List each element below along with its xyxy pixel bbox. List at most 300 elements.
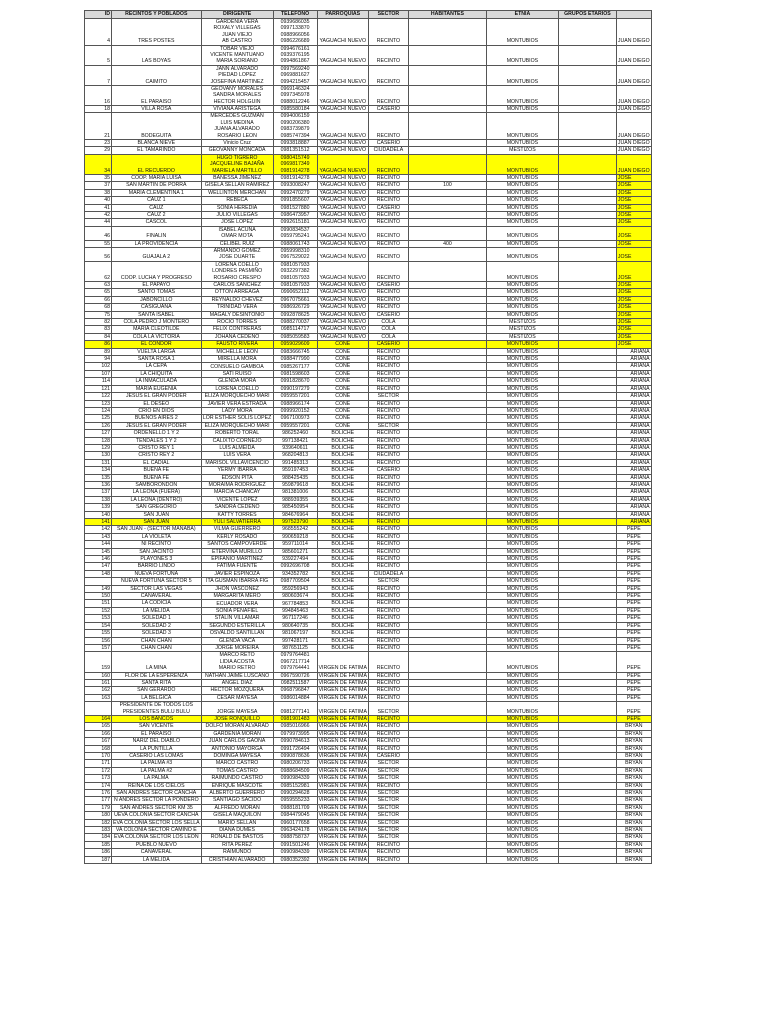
- cell-recinto: BUENOS AIRES 2: [112, 415, 202, 422]
- cell-grupos-etarios: [558, 378, 616, 385]
- table-row: [85, 296, 652, 303]
- cell-telefono: [273, 563, 317, 570]
- cell-parroquia: BOLICHE: [317, 607, 368, 614]
- cell-habitantes: [408, 585, 486, 592]
- cell-sector: RECINTO: [368, 248, 408, 262]
- cell-dirigente: [201, 489, 273, 496]
- cell-dirigente: [201, 140, 273, 147]
- cell-recinto: CAIMITO: [112, 65, 202, 85]
- cell-habitantes: [408, 45, 486, 65]
- cell-telefono: [273, 593, 317, 600]
- cell-parroquia: BOLICHE: [317, 474, 368, 481]
- cell-sector: RECINTO: [368, 444, 408, 451]
- cell-dirigente-line: ROSARIO LEON: [217, 132, 257, 139]
- cell-sector: RECINTO: [368, 644, 408, 651]
- cell-dirigente-line: RAIMUNDO: [222, 849, 252, 856]
- cell-grupos-etarios: [558, 812, 616, 819]
- cell-etnia: MONTUBIOS: [486, 65, 558, 85]
- cell-grupo: BRYAN: [616, 834, 651, 841]
- table-row: [85, 65, 652, 85]
- cell-habitantes: [408, 556, 486, 563]
- cell-recinto: SAN GERARDO: [112, 687, 202, 694]
- cell-grupos-etarios: [558, 113, 616, 140]
- cell-dirigente: [201, 752, 273, 759]
- cell-dirigente: [201, 212, 273, 219]
- cell-dirigente: [201, 556, 273, 563]
- cell-sector: RECINTO: [368, 348, 408, 355]
- cell-recinto: LA MELIDA: [112, 856, 202, 863]
- cell-habitantes: [408, 467, 486, 474]
- cell-sector: RECINTO: [368, 261, 408, 281]
- cell-telefono-line: 0999920152: [280, 407, 310, 414]
- cell-id: 63: [85, 282, 112, 289]
- cell-dirigente-line: MIRELLA MORA: [217, 356, 257, 363]
- cell-telefono-line: 0969817349: [280, 161, 310, 168]
- cell-etnia: MONTUBIOS: [486, 204, 558, 211]
- cell-sector: RECINTO: [368, 197, 408, 204]
- cell-etnia: MONTUBIOS: [486, 370, 558, 377]
- table-row: [85, 849, 652, 856]
- cell-grupo: JUAN DIEGO: [617, 140, 650, 147]
- table-row: [85, 481, 652, 488]
- cell-parroquia: YAGUACHI NUEVO: [317, 45, 368, 65]
- cell-grupo: BRYAN: [616, 841, 651, 848]
- cell-etnia: MONTUBIOS: [486, 849, 558, 856]
- cell-sector: CIUDADELA: [368, 147, 408, 154]
- cell-parroquia: YAGUACHI NUEVO: [317, 304, 368, 311]
- cell-parroquia: YAGUACHI NUEVO: [317, 311, 368, 318]
- cell-telefono: [273, 481, 317, 488]
- cell-sector: RECINTO: [368, 489, 408, 496]
- cell-telefono-line: 0969146324: [280, 85, 310, 92]
- cell-grupo: PEPE: [616, 679, 651, 686]
- cell-grupos-etarios: [558, 782, 616, 789]
- cell-sector: RECINTO: [368, 637, 408, 644]
- cell-etnia: MONTUBIOS: [486, 422, 558, 429]
- cell-sector: CASERIO: [368, 311, 408, 318]
- cell-habitantes: [408, 775, 486, 782]
- cell-etnia: MONTUBIOS: [486, 752, 558, 759]
- cell-dirigente-line: EDSON PITA: [221, 474, 253, 481]
- cell-grupos-etarios: [558, 797, 616, 804]
- cell-parroquia: YAGUACHI NUEVO: [317, 182, 368, 189]
- cell-habitantes: [408, 723, 486, 730]
- cell-telefono: [273, 204, 317, 211]
- header-telefono: TELEFONO: [273, 11, 317, 19]
- cell-telefono: [273, 541, 317, 548]
- cell-etnia: MONTUBIOS: [486, 760, 558, 767]
- cell-grupo: PEPE: [616, 600, 651, 607]
- cell-etnia: MONTUBIOS: [486, 437, 558, 444]
- cell-dirigente-line: EPIFANIO MARTINEZ: [211, 556, 263, 563]
- cell-etnia: MONTUBIOS: [486, 812, 558, 819]
- data-table: [84, 10, 652, 864]
- cell-habitantes: [408, 319, 486, 326]
- cell-etnia: MONTUBIOS: [486, 615, 558, 622]
- cell-grupos-etarios: [558, 311, 616, 318]
- cell-recinto: PLAYONES 3: [112, 556, 202, 563]
- cell-grupo: JUAN DIEGO: [616, 19, 651, 46]
- cell-parroquia: BOLICHE: [317, 437, 368, 444]
- cell-parroquia: CONE: [317, 378, 368, 385]
- cell-telefono: [273, 106, 317, 113]
- cell-telefono-line: 0985747394: [280, 132, 310, 139]
- cell-telefono-line: 994845463: [282, 607, 309, 614]
- cell-id: 56: [85, 248, 112, 262]
- cell-parroquia: YAGUACHI NUEVO: [317, 189, 368, 196]
- table-row: [85, 282, 652, 289]
- cell-dirigente: [201, 219, 273, 226]
- cell-telefono-line: 0967075661: [280, 296, 310, 303]
- cell-grupo: ARIANA: [616, 356, 651, 363]
- cell-recinto: PUEBLO NUEVO: [112, 841, 202, 848]
- cell-sector: RECINTO: [368, 113, 408, 140]
- cell-telefono: [273, 437, 317, 444]
- cell-recinto: SAN VICENTE: [112, 723, 202, 730]
- cell-telefono: [273, 570, 317, 577]
- cell-dirigente: [201, 775, 273, 782]
- cell-recinto: CAUZ: [112, 204, 202, 211]
- cell-dirigente-line: KATTY TORRES: [217, 511, 257, 518]
- cell-telefono-line: 0988012246: [280, 98, 310, 105]
- cell-dirigente-line: FELIX CONTRERAS: [212, 326, 262, 333]
- cell-etnia: MONTUBIOS: [486, 775, 558, 782]
- cell-id: 140: [85, 511, 112, 518]
- cell-grupos-etarios: [558, 85, 616, 105]
- cell-etnia: MESTIZOS: [486, 319, 558, 326]
- cell-dirigente: [201, 437, 273, 444]
- cell-sector: RECINTO: [368, 519, 408, 526]
- cell-grupo: BRYAN: [616, 760, 651, 767]
- cell-recinto: LA LEONA (DENTRO): [112, 496, 202, 503]
- table-row: [85, 385, 652, 392]
- cell-dirigente-line: JOSE DUARTE: [218, 254, 256, 261]
- cell-etnia: MONTUBIOS: [486, 219, 558, 226]
- cell-recinto: LA CHIQUITA: [112, 370, 202, 377]
- cell-etnia: MONTUBIOS: [486, 45, 558, 65]
- cell-dirigente-line: YERMY IBARRA: [217, 467, 257, 474]
- cell-dirigente-line: ETERVINA MURILLO: [212, 548, 263, 555]
- cell-dirigente: [201, 526, 273, 533]
- cell-dirigente: [201, 378, 273, 385]
- cell-dirigente-line: JUAN CARLOS GAONA: [208, 738, 266, 745]
- cell-recinto: CAUZ 2: [112, 212, 202, 219]
- cell-parroquia: YAGUACHI NUEVO: [317, 147, 368, 154]
- cell-telefono-line: 997428171: [282, 637, 309, 644]
- table-row: [85, 407, 652, 414]
- cell-telefono-line: 0981057933: [280, 261, 310, 268]
- cell-recinto: LA BELGICA: [112, 694, 202, 701]
- cell-sector: COLA: [368, 319, 408, 326]
- cell-parroquia: BOLICHE: [317, 622, 368, 629]
- cell-dirigente-line: JOHANA CEDEÑO: [214, 333, 260, 340]
- cell-grupos-etarios: [558, 615, 616, 622]
- cell-grupo: ARIANA: [616, 415, 651, 422]
- cell-id: 7: [85, 65, 112, 85]
- cell-telefono: [273, 85, 317, 105]
- cell-grupo: PEPE: [616, 593, 651, 600]
- cell-parroquia: BOLICHE: [317, 630, 368, 637]
- cell-sector: RECINTO: [368, 679, 408, 686]
- cell-recinto: EL PARAISO: [112, 730, 202, 737]
- cell-id: 154: [85, 622, 112, 629]
- cell-etnia: MONTUBIOS: [486, 694, 558, 701]
- table-row: [85, 715, 652, 722]
- cell-dirigente: [201, 672, 273, 679]
- cell-dirigente: [201, 248, 273, 262]
- cell-dirigente-line: DIANA DUMES: [219, 827, 255, 834]
- cell-dirigente: [201, 652, 273, 672]
- cell-etnia: MONTUBIOS: [486, 226, 558, 240]
- cell-grupo: PEPE: [616, 533, 651, 540]
- cell-parroquia: BOLICHE: [317, 504, 368, 511]
- cell-parroquia: BOLICHE: [317, 578, 368, 585]
- cell-id: 151: [85, 600, 112, 607]
- table-row: [85, 496, 652, 503]
- cell-dirigente-line: VIVIANA ARISTEGA: [213, 106, 261, 113]
- cell-telefono: [273, 378, 317, 385]
- cell-dirigente-line: HUGO TIGRERO: [216, 154, 258, 161]
- cell-dirigente-line: JOSE LOPEZ: [221, 219, 254, 226]
- cell-grupo: BRYAN: [616, 797, 651, 804]
- table-row: [85, 197, 652, 204]
- cell-telefono-line: 0990652112: [280, 289, 310, 296]
- cell-dirigente: [201, 511, 273, 518]
- cell-grupo: JUAN DIEGO: [617, 147, 650, 154]
- table-row: [85, 378, 652, 385]
- cell-dirigente-line: ELIZA MORQUECHO MARI: [204, 422, 270, 429]
- cell-id: 142: [85, 526, 112, 533]
- cell-telefono-line: 0985152981: [280, 782, 310, 789]
- cell-dirigente-line: JUANA ALVARADO: [214, 126, 260, 133]
- cell-grupos-etarios: [558, 356, 616, 363]
- cell-habitantes: [408, 341, 486, 348]
- cell-telefono: [273, 652, 317, 672]
- cell-dirigente: [201, 363, 273, 370]
- cell-dirigente-line: MERCEDES GUZMAN: [210, 113, 264, 120]
- cell-recinto: NUEVA FORTUNA SECTOR 5: [112, 578, 202, 585]
- cell-dirigente: [201, 723, 273, 730]
- cell-habitantes: [408, 175, 486, 182]
- cell-telefono: [273, 715, 317, 722]
- cell-parroquia: BOLICHE: [317, 511, 368, 518]
- table-row: [85, 511, 652, 518]
- table-row: [85, 804, 652, 811]
- cell-id: 68: [85, 304, 112, 311]
- cell-etnia: MONTUBIOS: [486, 444, 558, 451]
- cell-telefono: [273, 240, 317, 247]
- cell-telefono-line: 0979764481: [280, 652, 310, 659]
- cell-grupos-etarios: [558, 827, 616, 834]
- cell-id: 55: [85, 240, 112, 247]
- cell-grupo: ARIANA: [616, 348, 651, 355]
- cell-grupos-etarios: [558, 197, 616, 204]
- header-id: ID: [85, 11, 112, 19]
- cell-etnia: MONTUBIOS: [486, 197, 558, 204]
- cell-dirigente: [201, 730, 273, 737]
- cell-id: 5: [85, 45, 112, 65]
- cell-telefono-line: 0981598603: [280, 370, 310, 377]
- cell-id: 37: [85, 182, 112, 189]
- cell-parroquia: BOLICHE: [317, 593, 368, 600]
- cell-dirigente-line: CARLOS SANCHEZ: [213, 282, 261, 289]
- cell-recinto: EL CADIAL: [112, 459, 202, 466]
- cell-grupos-etarios: [558, 563, 616, 570]
- cell-telefono: [273, 474, 317, 481]
- cell-grupo: ARIANA: [616, 370, 651, 377]
- table-row: [85, 652, 652, 672]
- cell-etnia: MONTUBIOS: [486, 282, 558, 289]
- cell-habitantes: [408, 812, 486, 819]
- cell-sector: SECTOR: [368, 422, 408, 429]
- cell-telefono-line: 0981057933: [280, 274, 310, 281]
- cell-grupos-etarios: [558, 723, 616, 730]
- cell-parroquia: VIRGEN DE FATIMA: [318, 715, 367, 722]
- cell-etnia: MONTUBIOS: [486, 311, 558, 318]
- cell-telefono-line: 0997345978: [280, 92, 310, 99]
- cell-habitantes: [408, 326, 486, 333]
- cell-recinto: UEVA COLONIA SECTOR CANCHA: [112, 812, 202, 819]
- cell-grupos-etarios: [558, 775, 616, 782]
- cell-habitantes: [408, 289, 486, 296]
- cell-sector: RECINTO: [368, 715, 408, 722]
- cell-id: 127: [85, 430, 112, 437]
- cell-grupo: PEPE: [616, 570, 651, 577]
- cell-telefono: [273, 444, 317, 451]
- cell-parroquia: YAGUACHI NUEVO: [317, 106, 368, 113]
- cell-recinto: LA PALMA #3: [112, 760, 202, 767]
- cell-telefono-line: 0993818887: [280, 140, 310, 147]
- cell-parroquia: VIRGEN DE FATIMA: [318, 745, 367, 752]
- cell-dirigente-line: CESAR MAYESA: [216, 694, 258, 701]
- cell-telefono-line: 0981914278: [280, 167, 310, 174]
- cell-etnia: MONTUBIOS: [486, 113, 558, 140]
- cell-etnia: MONTUBIOS: [486, 489, 558, 496]
- cell-sector: RECINTO: [368, 556, 408, 563]
- cell-sector: RECINTO: [368, 85, 408, 105]
- cell-grupos-etarios: [558, 600, 616, 607]
- cell-parroquia: YAGUACHI NUEVO: [317, 333, 368, 340]
- cell-habitantes: [408, 622, 486, 629]
- cell-id: [85, 702, 112, 716]
- cell-sector: RECINTO: [368, 511, 408, 518]
- cell-telefono: [273, 45, 317, 65]
- cell-telefono: [273, 752, 317, 759]
- cell-dirigente: [201, 563, 273, 570]
- cell-dirigente-line: SANDRA CEDEÑO: [214, 504, 260, 511]
- cell-parroquia: VIRGEN DE FATIMA: [318, 752, 367, 759]
- cell-recinto: GUAJALA 2: [112, 248, 202, 262]
- cell-parroquia: YAGUACHI NUEVO: [317, 219, 368, 226]
- cell-id: 83: [85, 326, 112, 333]
- cell-recinto: SAMBORONDON: [112, 481, 202, 488]
- cell-id: 86: [85, 341, 112, 348]
- cell-grupos-etarios: [558, 533, 616, 540]
- cell-etnia: MONTUBIOS: [486, 212, 558, 219]
- table-row: [85, 459, 652, 466]
- cell-sector: SECTOR: [368, 812, 408, 819]
- header-grupos-etarios: GRUPOS ETARIOS: [558, 11, 616, 19]
- cell-grupos-etarios: [558, 45, 616, 65]
- cell-habitantes: [408, 519, 486, 526]
- cell-grupos-etarios: [558, 630, 616, 637]
- table-row: [85, 630, 652, 637]
- cell-dirigente-line: RAIMUNDO CASTRO: [211, 775, 263, 782]
- cell-grupos-etarios: [558, 140, 616, 147]
- cell-id: 29: [85, 147, 112, 154]
- cell-habitantes: [408, 356, 486, 363]
- cell-dirigente-line: ROBERTO TORAL: [215, 430, 260, 437]
- cell-telefono: [273, 147, 317, 154]
- cell-dirigente: [201, 607, 273, 614]
- cell-id: 172: [85, 767, 112, 774]
- cell-recinto: EVA COLONIA SECTOR LOS SELLA: [113, 819, 200, 826]
- cell-dirigente: [201, 715, 273, 722]
- cell-habitantes: [408, 385, 486, 392]
- cell-telefono: [273, 370, 317, 377]
- cell-id: 170: [85, 752, 112, 759]
- table-row: [85, 687, 652, 694]
- cell-dirigente-line: MARIO SELLAN: [217, 819, 257, 826]
- cell-habitantes: [408, 607, 486, 614]
- cell-parroquia: BOLICHE: [317, 556, 368, 563]
- cell-habitantes: [408, 422, 486, 429]
- cell-telefono-line: 967784853: [282, 600, 309, 607]
- cell-parroquia: BOLICHE: [317, 496, 368, 503]
- header-sector: SECTOR: [368, 11, 408, 19]
- cell-telefono: [273, 723, 317, 730]
- cell-sector: RECINTO: [368, 304, 408, 311]
- cell-telefono-line: 0987709504: [280, 578, 310, 585]
- cell-dirigente-line: GLENDA MORA: [218, 378, 257, 385]
- cell-recinto: EVA COLONIA SECTOR LOS LEON: [112, 834, 202, 841]
- cell-grupo: JOSE: [616, 341, 651, 348]
- cell-etnia: MONTUBIOS: [486, 644, 558, 651]
- cell-grupo: BRYAN: [616, 812, 651, 819]
- table-row: [85, 341, 652, 348]
- cell-recinto: ORDEÑELLO 1 Y 2: [112, 430, 202, 437]
- cell-habitantes: [408, 248, 486, 262]
- cell-dirigente-line: VICENTE MANTUANO: [210, 51, 264, 58]
- cell-recinto: LA PALMA: [112, 775, 202, 782]
- cell-recinto: SANTO TOMAS: [112, 289, 202, 296]
- cell-grupo: JOSE: [616, 282, 651, 289]
- cell-telefono-line: 0991501246: [280, 841, 310, 848]
- cell-etnia: MONTUBIOS: [486, 687, 558, 694]
- cell-id: 173: [85, 775, 112, 782]
- cell-sector: RECINTO: [368, 240, 408, 247]
- cell-telefono-line: 0983739879: [280, 126, 310, 133]
- cell-id: 44: [85, 219, 112, 226]
- cell-dirigente-line: REYNALDO CHEVEZ: [211, 296, 263, 303]
- cell-grupos-etarios: [558, 548, 616, 555]
- cell-dirigente-line: CONSUELO GAMBOA: [210, 363, 264, 370]
- cell-dirigente-line: MARISOL VILLAVICENCIO: [205, 459, 269, 466]
- cell-etnia: MONTUBIOS: [486, 526, 558, 533]
- cell-grupo: JOSE: [616, 311, 651, 318]
- cell-id: 146: [85, 556, 112, 563]
- cell-id: 128: [85, 437, 112, 444]
- cell-habitantes: [408, 738, 486, 745]
- cell-etnia: MONTUBIOS: [486, 738, 558, 745]
- cell-grupo: PEPE: [616, 541, 651, 548]
- cell-etnia: MONTUBIOS: [486, 730, 558, 737]
- cell-etnia: MONTUBIOS: [486, 637, 558, 644]
- cell-dirigente-line: LONDRES PASMIÑO: [212, 268, 263, 275]
- cell-dirigente: [201, 827, 273, 834]
- cell-grupos-etarios: [558, 556, 616, 563]
- cell-telefono-line: 934352782: [282, 570, 309, 577]
